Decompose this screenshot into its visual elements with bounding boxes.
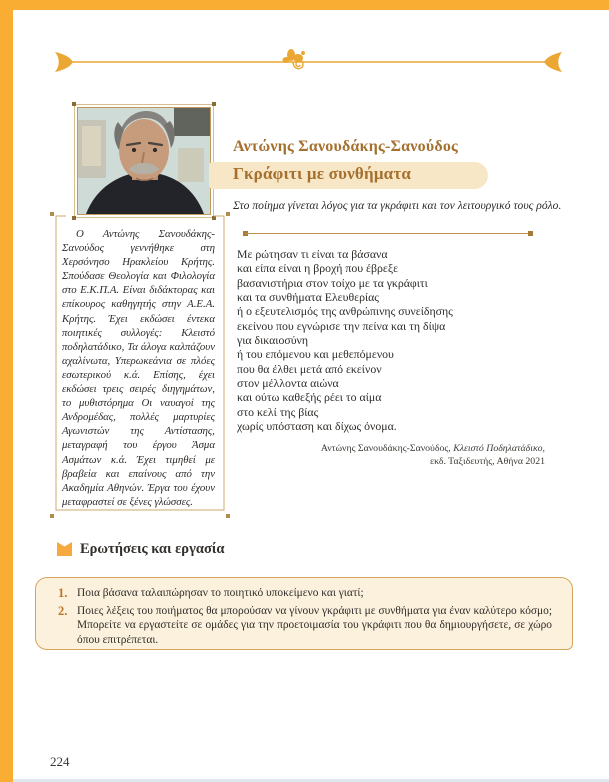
question-item [58, 586, 552, 601]
divider-left-bud [55, 52, 73, 72]
poem-attribution [237, 442, 545, 468]
questions-box [35, 577, 573, 650]
divider-right-bud [544, 52, 562, 72]
exercises-heading: Ερωτήσεις και εργασία [80, 540, 225, 557]
question-number: 2. [58, 603, 68, 618]
page-number: 224 [50, 754, 70, 769]
portrait-illustration [78, 108, 210, 214]
photo-corner-ornament [212, 102, 216, 106]
poem-line: ή του επόμενου και μεθεπόμενου [237, 347, 394, 362]
photo-corner-ornament [72, 102, 76, 106]
lesson-author-name: Αντώνης Σανουδάκης-Σανούδος [233, 138, 458, 155]
divider-line [245, 233, 531, 234]
poem-line: εκείνου που εγνώρισε την πείνα και τη δίψα [237, 318, 446, 333]
poem-line: και ούτω καθεξής ρέει το αίμα [237, 390, 382, 405]
attribution-line-1 [237, 442, 545, 455]
bookmark-icon [57, 542, 72, 556]
poem-line: που θα έλθει μετά από εκείνον [237, 361, 382, 376]
attribution-work-title: Κλειστό Ποδηλατάδικο, [453, 443, 545, 454]
author-photo [77, 107, 211, 215]
poem-line: χωρίς υπόσταση και δίχως όνομα. [237, 419, 397, 434]
divider-center-flourish [283, 49, 306, 69]
question-number: 1. [58, 586, 68, 600]
poem-line: Με ρώτησαν τι είναι τα βάσανα [237, 247, 388, 261]
poem-line: ή ο εξευτελισμός της ανθρώπινης συνείδησης [237, 304, 453, 319]
left-orange-band [0, 0, 13, 782]
lesson-intro: Στο ποίημα γίνεται λόγος για τα γκράφιτι και τον λειτουργικό τους ρόλο. [233, 199, 562, 212]
ornamental-divider [55, 46, 562, 82]
exercises-header [57, 540, 224, 558]
attribution-author: Αντώνης Σανουδάκης-Σανούδος, [320, 443, 454, 454]
poem [237, 247, 567, 433]
poem-line: για δικαιοσύνη [237, 333, 309, 348]
poem-divider-rule [243, 231, 533, 236]
author-bio: Ο Αντώνης Σανουδάκης-Σανούδος γεννήθηκε στη Χερσόνησο Ηρακλείου Κρήτης. Σπούδασε Θεολογία και Φιλολογία στο Ε.Κ.Π.Α. Είναι διδάκτορας και επίκουρος καθηγητής στην Α.Ε.Α. Κρήτης. Έχει εκδώσει έντεκα ποιητικές συλλογές: Κλειστό ποδηλατάδικο, Τα άλογα καλπάζουν αχαλίνωτα, Υπερωκεάνια σε πλόες εσωτερικού κ.ά. Επίσης, έχει εκδώσει τρεις σειρές διηγημάτων, το μυθιστόρημα Οι ναυαγοί της Ανδρομέδας, πολλές μαρτυρίες Αγωνιστών της Αντίστασης, μεταγραφή του έργου Άσμα Ασμάτων κ.ά. Έχει τιμηθεί με βραβεία και επαίνους από την Ακαδημία Αθηνών. Έργα του έχουν μεταφραστεί σε ξένες γλώσσες. [62, 228, 215, 508]
poem-line: και είπα είναι η βροχή που έβρεξε [237, 261, 399, 276]
poem-line: βασανιστήρια στον τοίχο με τα γκράφιτι [237, 275, 428, 290]
question-text: Ποια βάσανα ταλαιπώρησαν το ποιητικό υποκείμενο και γιατί; [77, 587, 364, 599]
poem-line: στο κελί της βίας [237, 404, 319, 419]
question-item [58, 604, 552, 648]
poem-line: στον μέλλοντα αιώνα [237, 376, 339, 391]
lesson-title: Γκράφιτι με συνθήματα [233, 164, 412, 183]
question-text: Ποιες λέξεις του ποιήματος θα μπορούσαν να γίνουν γκράφιτι με συνθήματα για έναν καλύτερο κόσμο; Μπορείτε να εργαστείτε σε ομάδες για την προετοιμασία του γκράφιτι που θα δημιουργήσετε, σε χώρο όπου επιτρέπεται. [77, 604, 552, 646]
top-orange-band [0, 0, 609, 10]
attribution-line-2: εκδ. Ταξιδευτής, Αθήνα 2021 [430, 456, 545, 467]
divider-dot [528, 231, 533, 236]
poem-line: και τα συνθήματα Ελευθερίας [237, 290, 379, 305]
